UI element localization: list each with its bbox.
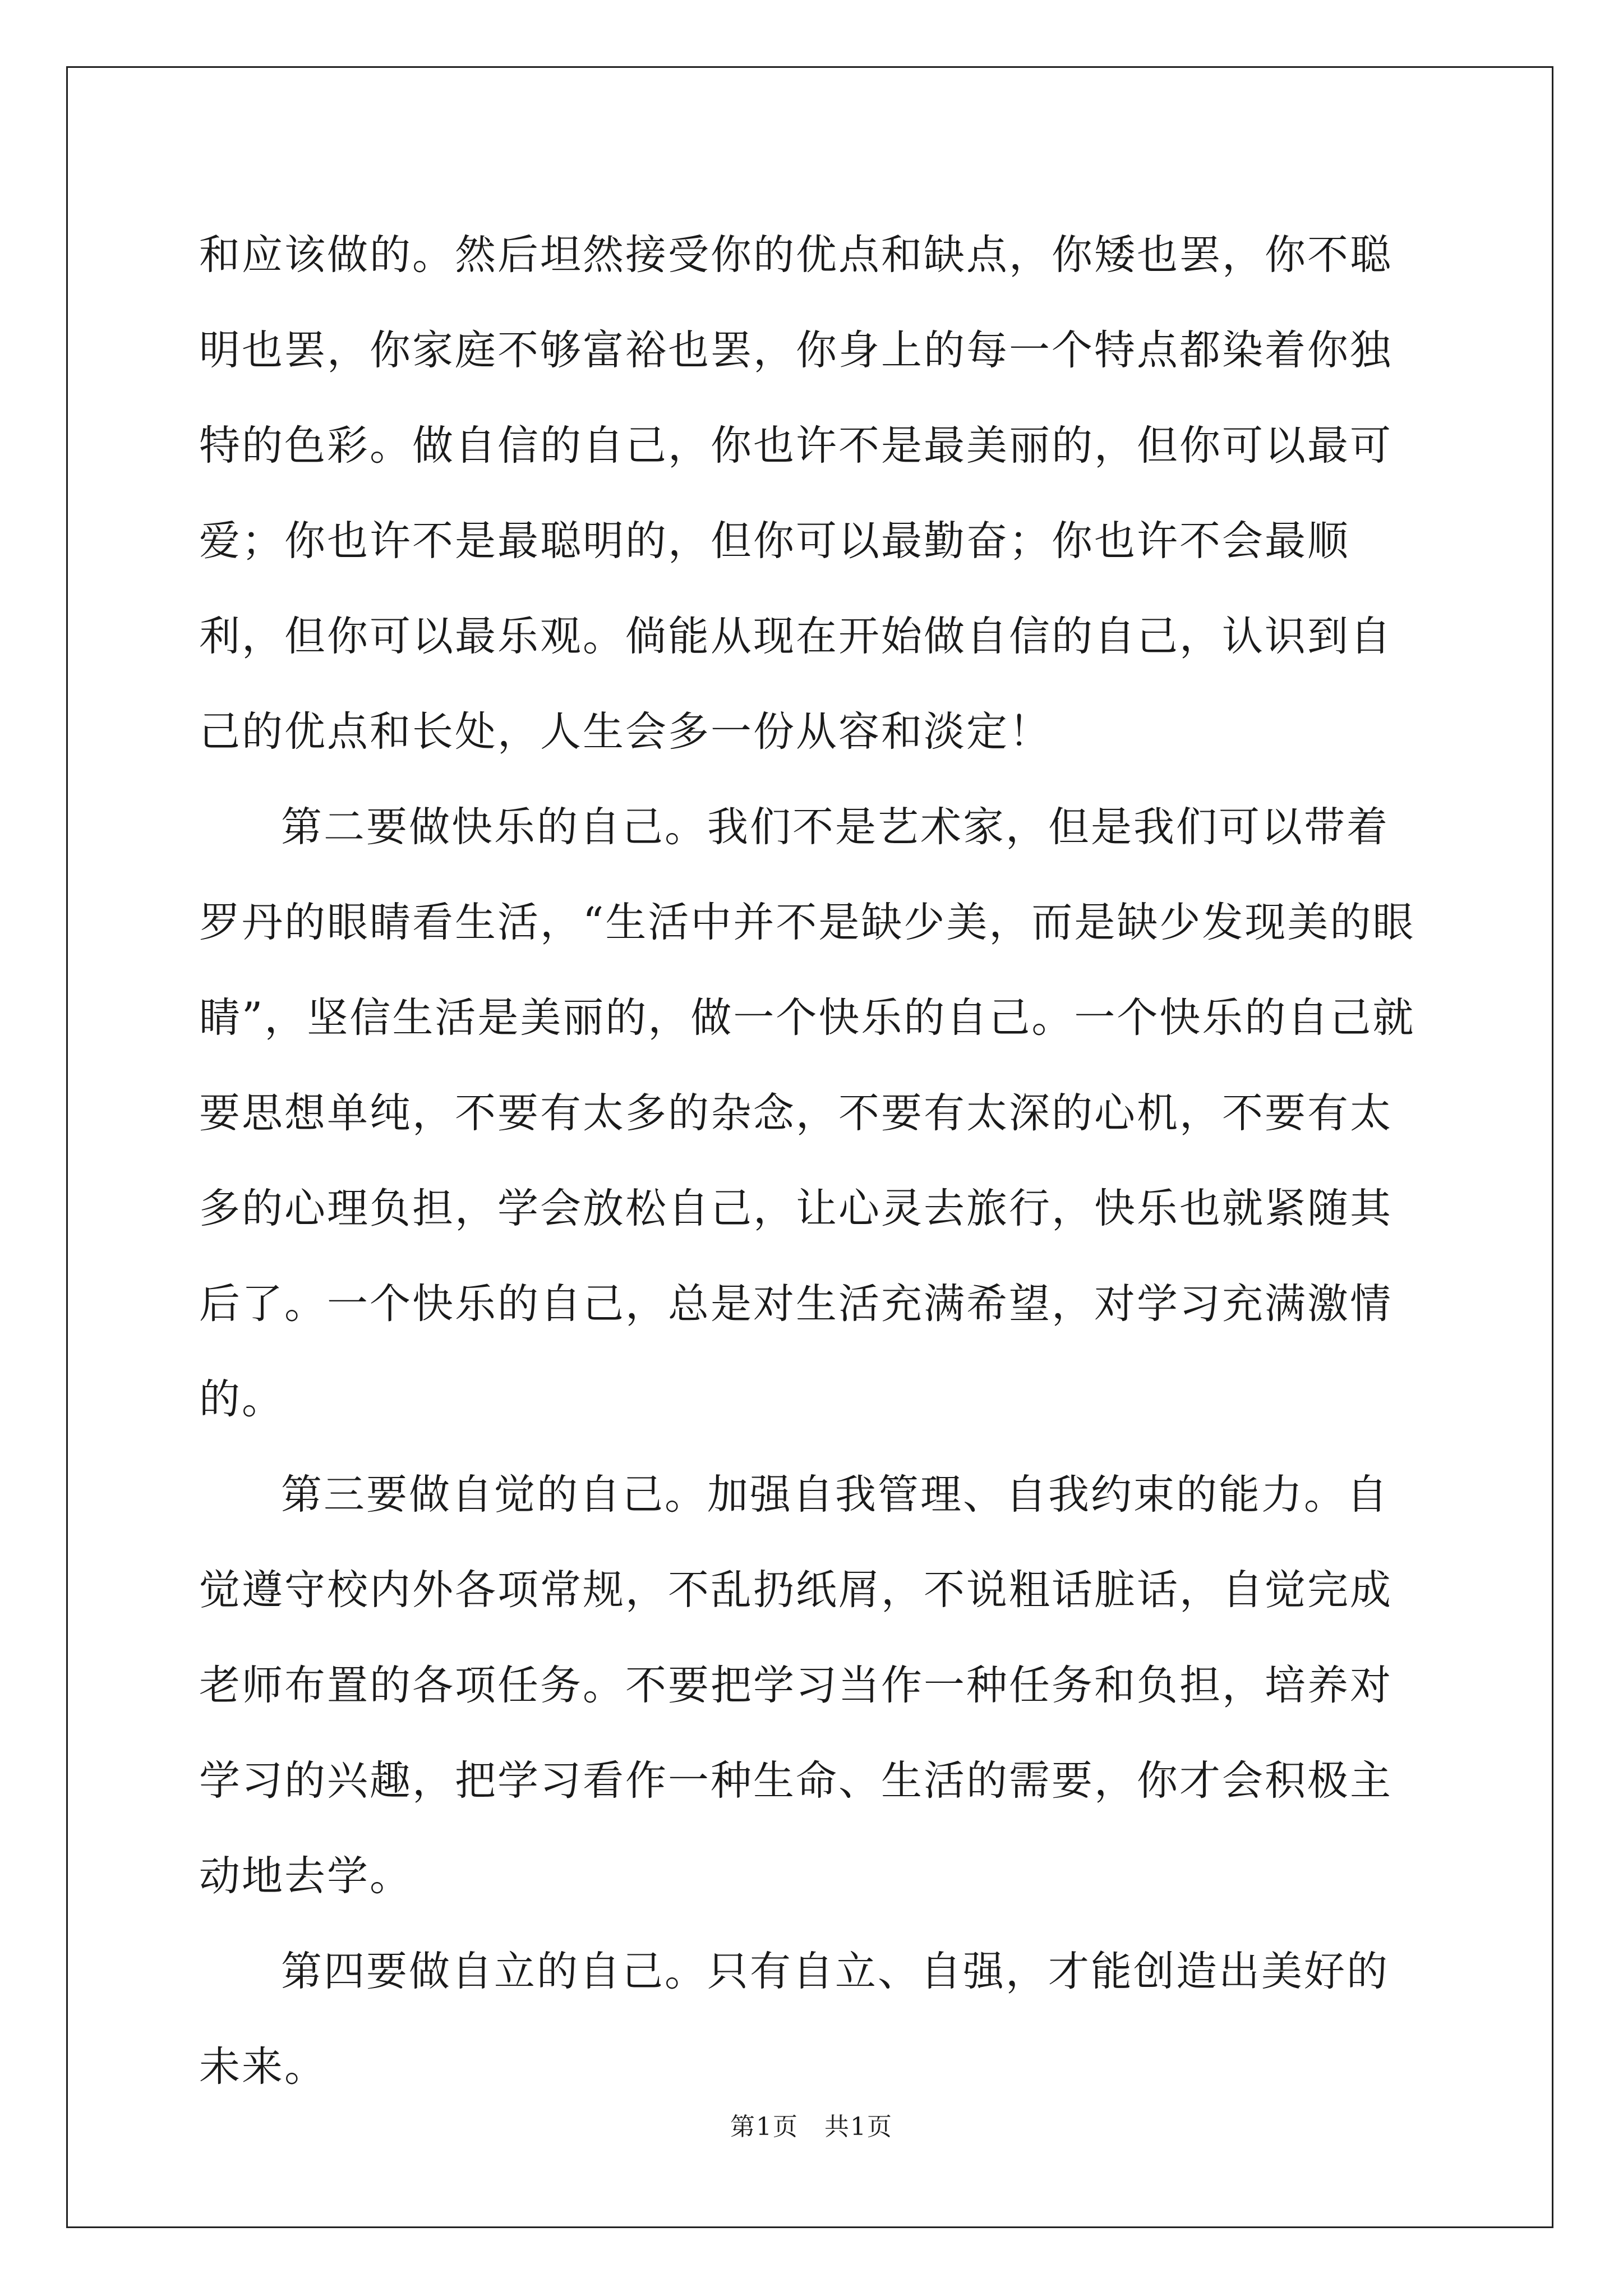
paragraph-3: 第三要做自觉的自己。加强自我管理、自我约束的能力。自觉遵守校内外各项常规，不乱扔纸屑，不说粗话脏话，自觉完成老师布置的各项任务。不要把学习当作一种任务和负担，培养对学习的兴趣，把学习看作一种生命、生活的需要，你才会积极主动地去学。 xyxy=(199,1471,1393,1900)
page-number: 第1页 xyxy=(730,2113,799,2141)
paragraph-4: 第四要做自立的自己。只有自立、自强，才能创造出美好的未来。 xyxy=(199,1948,1389,2091)
paragraph-1: 和应该做的。然后坦然接受你的优点和缺点，你矮也罢，你不聪明也罢，你家庭不够富裕也罢，你身上的每一个特点都染着你独特的色彩。做自信的自己，你也许不是最美丽的，但你可以最可爱；你也许不是最聪明的，但你可以最勤奋；你也许不会最顺利，但你可以最乐观。倘能从现在开始做自信的自己，认识到自己的优点和长处，人生会多一份从容和淡定！ xyxy=(199,231,1393,756)
page-footer xyxy=(0,2106,1623,2142)
paragraph-2: 第二要做快乐的自己。我们不是艺术家，但是我们可以带着罗丹的眼睛看生活，“生活中并不是缺少美，而是缺少发现美的眼睛”，坚信生活是美丽的，做一个快乐的自己。一个快乐的自己就要思想单纯，不要有太多的杂念，不要有太深的心机，不要有太多的心理负担，学会放松自己，让心灵去旅行，快乐也就紧随其后了。一个快乐的自己，总是对生活充满希望，对学习充满激情的。 xyxy=(199,803,1415,1423)
total-pages: 共1页 xyxy=(824,2113,893,2141)
document-body xyxy=(199,208,1422,2115)
